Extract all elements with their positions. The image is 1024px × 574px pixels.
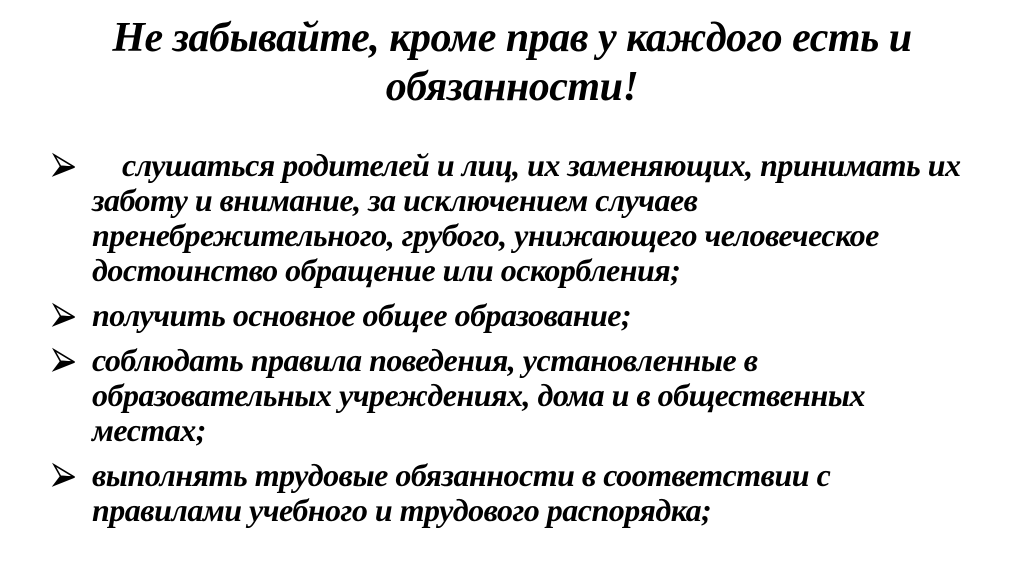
text-line: образовательных учреждениях, дома и в общественных — [92, 377, 866, 413]
list-item-text — [92, 298, 631, 333]
bullet-list — [0, 148, 1024, 528]
text-line: правилами учебного и трудового распорядка; — [92, 492, 712, 528]
text-line: выполнять трудовые обязанности в соответствии с — [92, 457, 831, 493]
list-item-text — [92, 458, 830, 528]
arrow-bullet-icon — [50, 148, 92, 180]
list-item-text — [92, 343, 865, 448]
text-line: слушаться родителей и лиц, их заменяющих, принимать их — [92, 147, 961, 183]
text-line: соблюдать правила поведения, установленные в — [92, 342, 758, 378]
list-item — [50, 298, 994, 333]
list-item — [50, 148, 994, 288]
arrow-bullet-icon — [50, 343, 92, 375]
slide-title: Не забывайте, кроме прав у каждого есть и обязанности! — [112, 15, 912, 110]
arrow-bullet-icon — [50, 298, 92, 330]
text-line: достоинство обращение или оскорбления; — [92, 252, 681, 288]
text-line: получить основное общее образование; — [92, 297, 632, 333]
text-line: местах; — [92, 412, 206, 448]
text-line: пренебрежительного, грубого, унижающего человеческое — [92, 217, 879, 253]
list-item — [50, 458, 994, 528]
arrow-bullet-icon — [50, 458, 92, 490]
list-item-text — [92, 148, 960, 288]
list-item — [50, 343, 994, 448]
text-line: заботу и внимание, за исключением случаев — [92, 182, 698, 218]
